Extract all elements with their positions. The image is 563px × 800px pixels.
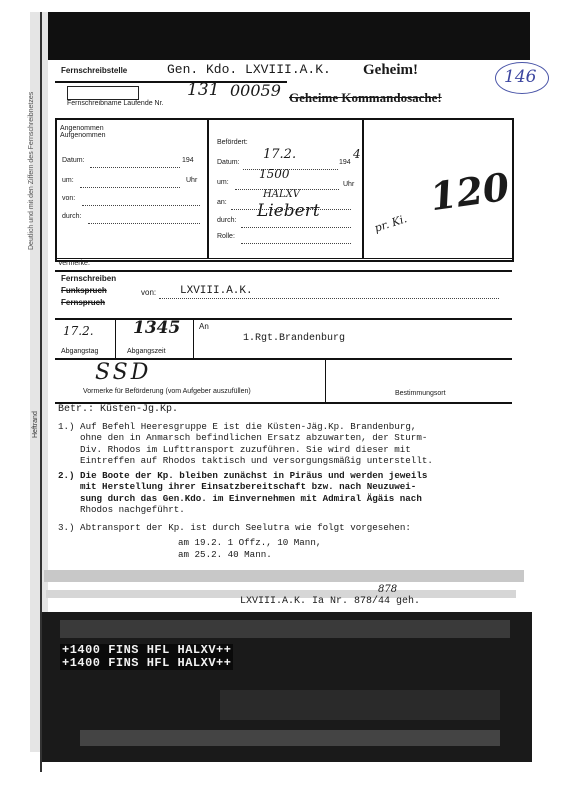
- received-date-field: [90, 167, 180, 168]
- received-time-unit: Uhr: [186, 177, 198, 184]
- scan-noise: [220, 690, 500, 720]
- forwarded-time-label: um:: [217, 179, 229, 186]
- received-title-2: Aufgenommen: [60, 132, 106, 139]
- schedule-line: am 25.2. 40 Mann.: [178, 548, 272, 560]
- scan-noise: [80, 730, 500, 746]
- right-box-number: 120: [427, 163, 513, 220]
- serial-number: 00059: [230, 81, 281, 100]
- received-time-field: [80, 187, 180, 188]
- priority-row: [55, 360, 512, 404]
- side-label-bottom: Heftrand: [32, 411, 39, 438]
- received-from-field: [82, 205, 200, 206]
- forwarded-section: [213, 125, 361, 255]
- forwarded-time-unit: Uhr: [343, 181, 355, 188]
- body-p2-line: Rhodos nachgeführt.: [80, 504, 185, 515]
- forwarded-date-label: Datum:: [217, 159, 240, 166]
- side-label-top: Deutlich und mit den Ziffern des Fernschreibnetzes: [28, 91, 35, 250]
- body-paragraph-2: [58, 470, 518, 516]
- teletype-strip: [60, 644, 233, 670]
- forwarded-role-label: Rolle:: [217, 233, 235, 240]
- forwarded-title: Befördert:: [217, 139, 248, 146]
- body-p1-line: ohne den in Anmarsch befindlichen Ersatz abzuwarten, der Sturm-: [80, 432, 428, 443]
- message-type-phone: Fernspruch: [61, 298, 106, 307]
- forwarded-to-label: an:: [217, 199, 227, 206]
- dispatch-time-label: Abgangszeit: [127, 348, 166, 355]
- teletype-line: +1400 FINS HFL HALXV++: [62, 643, 232, 657]
- body-p1-line: Div. Rhodos im Lufttransport zuzuführen. Sie wird dieser mit: [80, 443, 411, 455]
- forwarded-time-value: 1500: [259, 167, 290, 181]
- dispatch-to-value: 1.Rgt.Brandenburg: [243, 333, 346, 344]
- received-time-label: um:: [62, 177, 74, 184]
- divider-2: [362, 120, 364, 258]
- forwarded-date-value: 17.2.: [263, 147, 297, 162]
- scan-smudge: [44, 570, 524, 582]
- schedule-line: am 19.2. 1 Offz., 10 Mann,: [178, 537, 322, 548]
- received-year-prefix: 194: [182, 157, 194, 164]
- body-paragraph-3: 3.) Abtransport der Kp. ist durch Seelutra wie folgt vorgesehen:: [58, 521, 411, 533]
- dispatch-date-label: Abgangstag: [61, 348, 99, 355]
- body-p2-line: mit Herstellung ihrer Einsatzbereitschaft bzw. nach Neuzuwei-: [80, 481, 417, 492]
- forwarded-year-prefix: 194: [339, 159, 351, 166]
- dispatch-row: [55, 318, 510, 358]
- message-type-telex: Fernschreiben: [61, 274, 117, 283]
- serial-sublabel: Fernschreibname Laufende Nr.: [67, 100, 164, 107]
- message-from-label: von:: [141, 288, 157, 297]
- body-subject: Betr.: Küsten-Jg.Kp.: [58, 404, 179, 415]
- right-box-initials: pr. Ki.: [372, 212, 409, 235]
- forwarded-by-label: durch:: [217, 217, 237, 224]
- message-from-field: [159, 298, 499, 299]
- header-row-2: [55, 82, 515, 112]
- forwarded-year-value: 4: [353, 147, 361, 161]
- signature-handwritten: 878: [378, 584, 398, 595]
- divider-1: [207, 120, 209, 258]
- dispatch-to-label: An: [199, 322, 209, 331]
- dispatch-date-value: 17.2.: [63, 324, 94, 338]
- priority-destination-label: Bestimmungsort: [395, 390, 446, 397]
- teletype-line: +1400 FINS HFL HALXV++: [62, 656, 232, 670]
- dispatch-time-value: 1345: [133, 318, 181, 338]
- received-by-field: [88, 223, 200, 224]
- secret-command-label: Geheime Kommandosache!: [289, 90, 442, 105]
- message-from-value: LXVIII.A.K.: [180, 285, 253, 297]
- received-by-label: durch:: [62, 213, 82, 220]
- message-type-radio: Funkspruch: [61, 286, 107, 295]
- notes-top-rule: [55, 258, 512, 259]
- header-boxes: [67, 86, 139, 100]
- scan-noise: [60, 620, 510, 638]
- message-type-block: [55, 270, 512, 320]
- received-from-label: von:: [62, 195, 76, 202]
- right-box: [366, 125, 513, 255]
- forwarded-by-field: [241, 227, 351, 228]
- received-section: [60, 125, 205, 255]
- stamp-number: 146: [504, 67, 537, 87]
- forwarded-date-field: [243, 169, 338, 170]
- station-label: Fernschreibstelle: [61, 66, 128, 75]
- body-p2-line: 2.) Die Boote der Kp. bleiben zunächst in Piräus und werden jeweils: [58, 469, 428, 481]
- body-p1-line: Eintreffen auf Rhodos taktisch und versorgungsmäßig unterstellt.: [80, 455, 433, 466]
- priority-caption: Vormerke für Beförderung (vom Aufgeber auszufüllen): [83, 388, 251, 395]
- notes-label: Vermerke:: [58, 260, 90, 267]
- secret-label: Geheim!: [363, 62, 418, 78]
- dispatch-divider-2: [193, 318, 194, 358]
- dispatch-divider-1: [115, 318, 116, 358]
- forwarded-role-field: [241, 243, 351, 244]
- station-value: Gen. Kdo. LXVIII.A.K.: [167, 62, 331, 77]
- received-title-1: Angenommen: [60, 125, 104, 132]
- scan-shadow-top: [40, 12, 530, 60]
- body-paragraph-1: [58, 421, 518, 467]
- forwarded-to-value: HALXV: [263, 189, 300, 200]
- priority-value: SSD: [95, 360, 152, 385]
- body-p2-line: sung durch das Gen.Kdo. im Einvernehmen mit Admiral Ägäis nach: [80, 492, 422, 504]
- signature-line: LXVIII.A.K. Ia Nr. 878/44 geh.: [240, 596, 421, 607]
- received-date-label: Datum:: [62, 157, 85, 164]
- priority-divider: [325, 360, 326, 402]
- message-body: [58, 404, 518, 560]
- forwarded-by-value: Liebert: [257, 201, 320, 221]
- body-p1-line: 1.) Auf Befehl Heeresgruppe E ist die Küsten-Jäg.Kp. Brandenburg,: [58, 420, 417, 432]
- reg-number: 131: [187, 80, 220, 100]
